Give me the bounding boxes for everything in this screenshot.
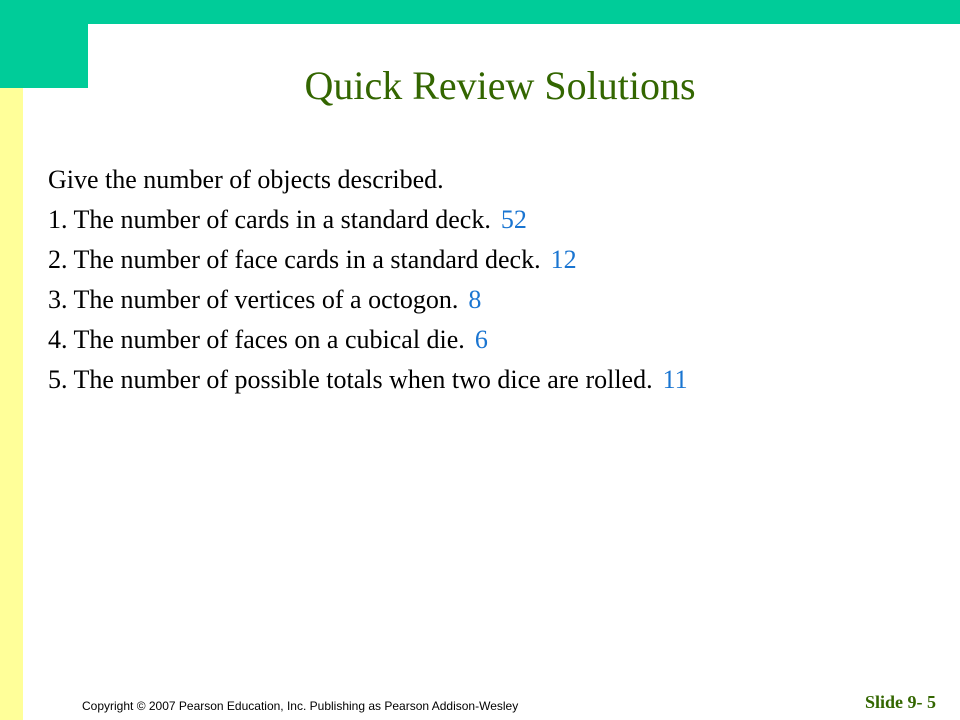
question-text: 1. The number of cards in a standard deck. xyxy=(48,205,491,234)
question-text: 2. The number of face cards in a standard deck. xyxy=(48,245,541,274)
question-item xyxy=(48,240,928,280)
question-item xyxy=(48,280,928,320)
copyright-notice: Copyright © 2007 Pearson Education, Inc. Publishing as Pearson Addison-Wesley xyxy=(82,699,519,713)
question-text: 5. The number of possible totals when two dice are rolled. xyxy=(48,365,653,394)
answer-value: 6 xyxy=(474,325,488,354)
left-accent-strip xyxy=(0,88,23,720)
question-item xyxy=(48,320,928,360)
answer-value: 8 xyxy=(468,285,482,314)
slide-number: Slide 9- 5 xyxy=(864,692,936,712)
slide-content xyxy=(48,160,928,400)
answer-value: 11 xyxy=(662,365,688,394)
slide-title: Quick Review Solutions xyxy=(304,63,696,108)
prompt-text: Give the number of objects described. xyxy=(48,165,444,194)
answer-value: 12 xyxy=(550,245,577,274)
question-text: 3. The number of vertices of a octogon. xyxy=(48,285,459,314)
question-text: 4. The number of faces on a cubical die. xyxy=(48,325,465,354)
question-item xyxy=(48,360,928,400)
top-accent-bar xyxy=(0,0,960,24)
question-item xyxy=(48,200,928,240)
answer-value: 52 xyxy=(500,205,527,234)
